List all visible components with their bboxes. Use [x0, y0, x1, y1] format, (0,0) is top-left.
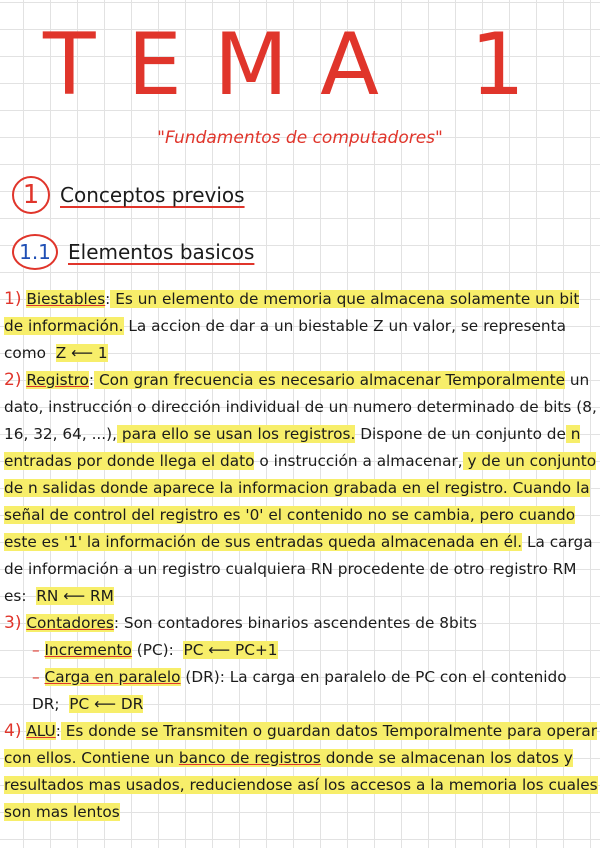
item-colon: : — [88, 371, 95, 389]
item-text: un dato, instrucción o dirección individual de un numero determinado de bits (8, 16, 32, 64, ...), — [4, 371, 597, 443]
item-contadores — [4, 610, 598, 637]
bullet-dash: – — [32, 641, 40, 659]
item-text: La accion de dar a un biestable Z un valor, se representa como — [4, 317, 566, 362]
item-text-highlighted: y de un conjunto de n salidas donde aparece la informacion grabada en el registro. — [4, 452, 597, 497]
item-term: Registro — [26, 371, 89, 389]
page-title: TEMA 1 — [43, 15, 557, 115]
subitem-carga — [4, 664, 598, 718]
item-biestables — [4, 286, 598, 367]
item-number: 2) — [4, 370, 22, 390]
subitem-text: La carga en paralelo de PC con el contenido DR; — [32, 668, 567, 713]
item-term: Contadores — [26, 614, 114, 632]
item-text-highlighted: Con gran frecuencia es necesario almacenar Temporalmente — [94, 371, 565, 389]
notes-body — [4, 286, 598, 826]
subsection-title: Elementos basicos — [68, 240, 255, 264]
section-number-badge: 1 — [12, 176, 50, 214]
item-text-highlighted: Es donde se Transmiten o guardan datos Temporalmente para operar con ellos. — [4, 722, 598, 767]
item-text-highlighted: Contiene un — [76, 749, 179, 767]
item-text-highlighted: Cuando la señal de control del registro es '0' el contenido no se cambia, pero cuando este es '1' la información de sus entradas queda almacenada en él. — [4, 479, 590, 551]
item-text: o instrucción a almacenar, — [254, 452, 463, 470]
section-heading-1 — [12, 176, 245, 214]
formula: Z ⟵ 1 — [55, 344, 108, 362]
subitem-paren: (DR): — [180, 668, 225, 686]
item-text-highlighted: n entradas por donde llega el dato — [4, 425, 581, 470]
subitem-term: Carga en paralelo — [44, 668, 181, 686]
item-number: 1) — [4, 289, 22, 309]
item-term: Biestables — [26, 290, 106, 308]
item-text-highlighted: donde se almacenan los datos y resultados mas usados, reduciendose así los accesos a la memoria los cuales son mas lentos — [4, 749, 598, 821]
section-title: Conceptos previos — [60, 183, 245, 207]
item-colon: : — [105, 290, 111, 308]
page-subtitle: "Fundamentos de computadores" — [157, 128, 443, 148]
item-text-highlighted: para ello se usan los registros. — [117, 425, 356, 443]
item-term: ALU — [26, 722, 56, 740]
item-text-highlighted: Es un elemento de memoria que almacena solamente un bit de información. — [4, 290, 580, 335]
item-number: 3) — [4, 613, 22, 633]
section-heading-1-1 — [12, 234, 254, 270]
formula: RN ⟵ RM — [36, 587, 114, 605]
item-text: Dispone de un conjunto de — [355, 425, 566, 443]
item-colon: : — [55, 722, 61, 740]
item-subterm: banco de registros — [178, 749, 321, 767]
bullet-dash: – — [32, 668, 40, 686]
item-text: Son contadores binarios ascendentes de 8bits — [119, 614, 477, 632]
item-colon: : — [113, 614, 119, 632]
subitem-incremento — [4, 637, 598, 664]
subitem-term: Incremento — [44, 641, 132, 659]
item-alu — [4, 718, 598, 826]
subsection-number-badge: 1.1 — [12, 234, 58, 270]
item-number: 4) — [4, 721, 22, 741]
subitem-paren: (PC): — [131, 641, 174, 659]
formula: PC ⟵ DR — [69, 695, 144, 713]
item-registro — [4, 367, 598, 610]
item-text: La carga de información a un registro cualquiera RN procedente de otro registro RM es: — [4, 533, 593, 605]
formula: PC ⟵ PC+1 — [183, 641, 278, 659]
